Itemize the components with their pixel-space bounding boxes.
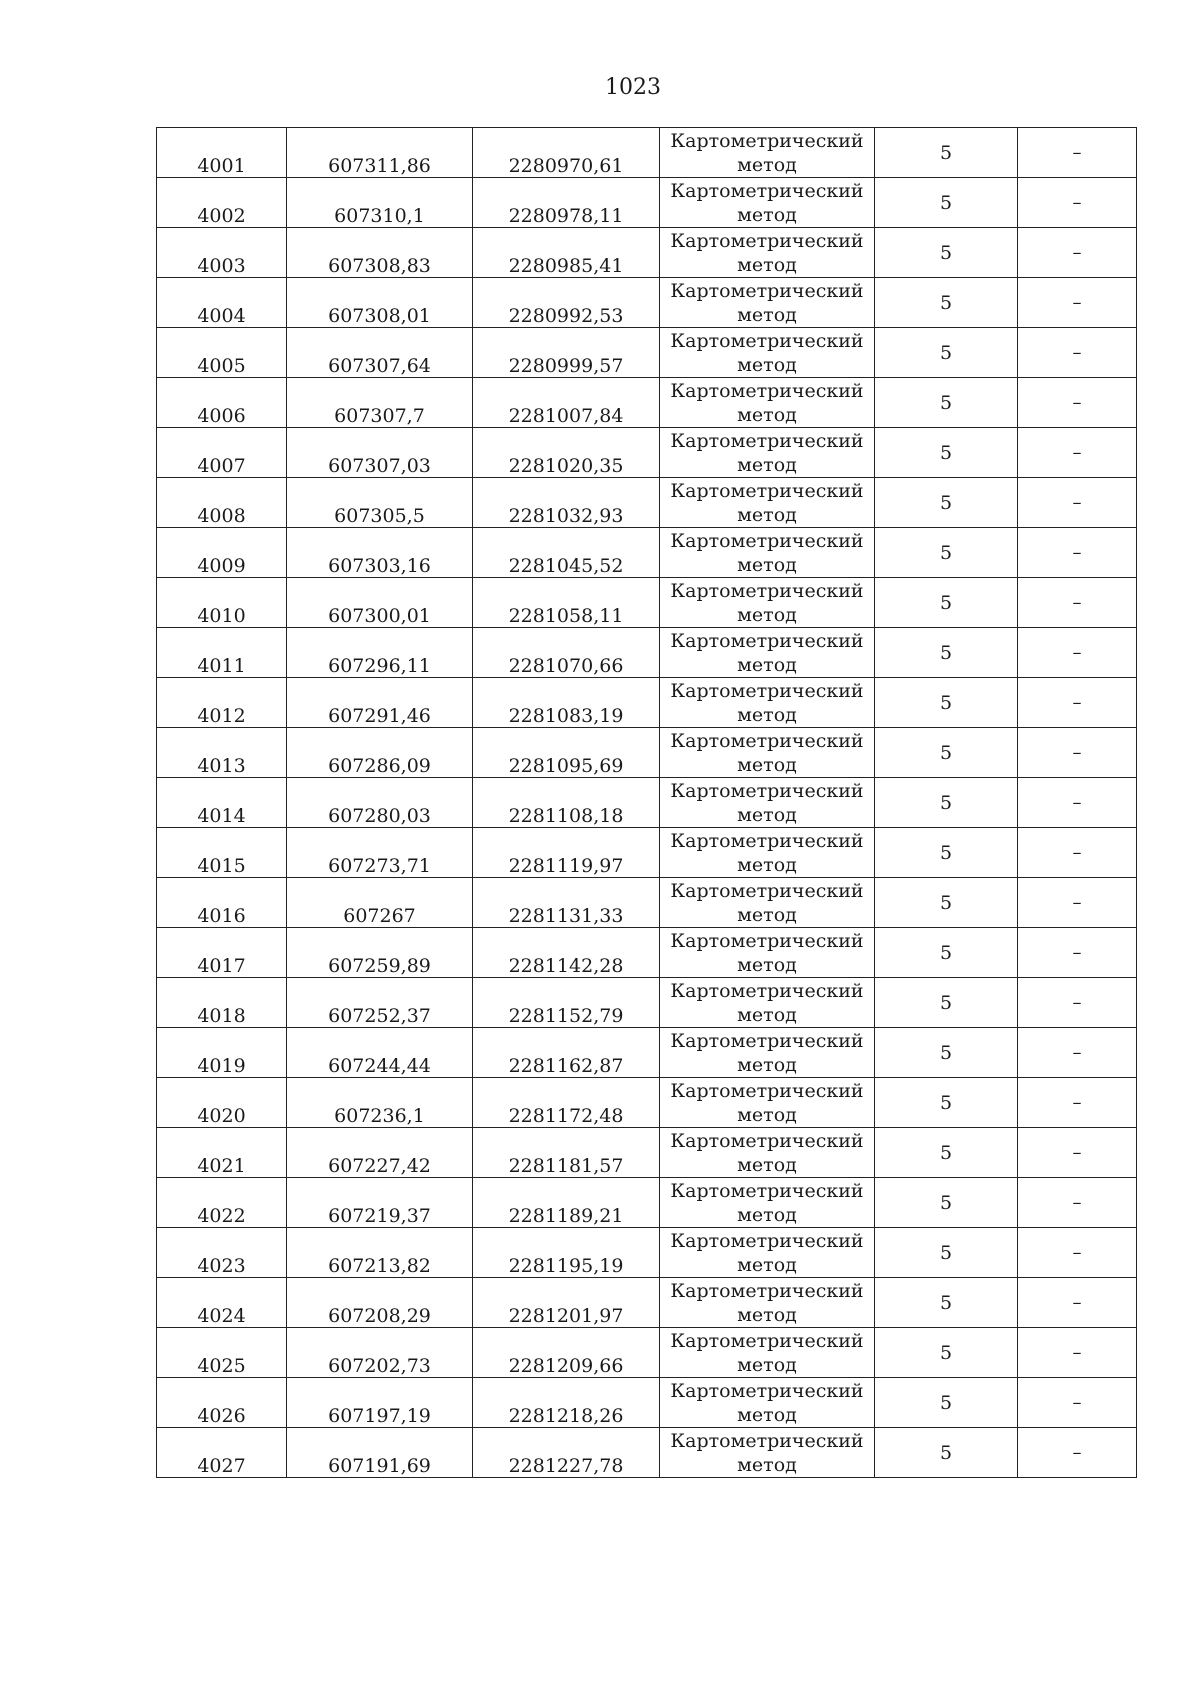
coordinates-table-body [157,128,1137,1478]
method-line-1: Картометрический [670,929,864,952]
method-line-1: Картометрический [670,679,864,702]
point-number-cell: 4012 [157,678,287,728]
page-number: 1023 [605,75,661,100]
y-coordinate-cell: 2281142,28 [473,928,660,978]
point-number-cell: 4022 [157,1178,287,1228]
method-cell [660,128,875,178]
table-row [157,178,1137,228]
x-coordinate-cell: 607202,73 [287,1328,473,1378]
method-cell [660,1328,875,1378]
table-row [157,878,1137,928]
method-cell [660,578,875,628]
note-cell: – [1018,528,1137,578]
method-cell [660,1178,875,1228]
accuracy-cell: 5 [875,728,1018,778]
method-cell [660,778,875,828]
method-line-2: метод [737,353,797,376]
accuracy-cell: 5 [875,228,1018,278]
method-line-1: Картометрический [670,1379,864,1402]
accuracy-cell: 5 [875,628,1018,678]
accuracy-cell: 5 [875,1278,1018,1328]
x-coordinate-cell: 607307,7 [287,378,473,428]
table-row [157,1278,1137,1328]
y-coordinate-cell: 2281020,35 [473,428,660,478]
method-line-1: Картометрический [670,1229,864,1252]
method-cell [660,378,875,428]
x-coordinate-cell: 607227,42 [287,1128,473,1178]
point-number-cell: 4001 [157,128,287,178]
method-cell [660,478,875,528]
table-row [157,478,1137,528]
table-row [157,678,1137,728]
x-coordinate-cell: 607310,1 [287,178,473,228]
table-row [157,1178,1137,1228]
method-cell [660,428,875,478]
accuracy-cell: 5 [875,428,1018,478]
method-line-2: метод [737,553,797,576]
method-line-1: Картометрический [670,879,864,902]
table-row [157,378,1137,428]
note-cell: – [1018,1028,1137,1078]
x-coordinate-cell: 607236,1 [287,1078,473,1128]
method-cell [660,528,875,578]
table-row [157,628,1137,678]
method-line-2: метод [737,153,797,176]
method-line-1: Картометрический [670,1329,864,1352]
method-line-2: метод [737,1253,797,1276]
x-coordinate-cell: 607267 [287,878,473,928]
y-coordinate-cell: 2281201,97 [473,1278,660,1328]
accuracy-cell: 5 [875,1128,1018,1178]
accuracy-cell: 5 [875,1428,1018,1478]
x-coordinate-cell: 607286,09 [287,728,473,778]
method-line-1: Картометрический [670,429,864,452]
method-line-1: Картометрический [670,329,864,352]
note-cell: – [1018,778,1137,828]
x-coordinate-cell: 607308,83 [287,228,473,278]
method-cell [660,1128,875,1178]
coordinates-table [156,127,1137,1478]
point-number-cell: 4021 [157,1128,287,1178]
method-line-1: Картометрический [670,979,864,1002]
accuracy-cell: 5 [875,828,1018,878]
note-cell: – [1018,178,1137,228]
x-coordinate-cell: 607208,29 [287,1278,473,1328]
table-row [157,428,1137,478]
note-cell: – [1018,628,1137,678]
note-cell: – [1018,328,1137,378]
method-line-1: Картометрический [670,1079,864,1102]
method-line-1: Картометрический [670,1279,864,1302]
y-coordinate-cell: 2281058,11 [473,578,660,628]
method-cell [660,728,875,778]
method-line-1: Картометрический [670,1179,864,1202]
table-row [157,1028,1137,1078]
method-line-1: Картометрический [670,129,864,152]
y-coordinate-cell: 2281189,21 [473,1178,660,1228]
method-line-1: Картометрический [670,479,864,502]
method-line-2: метод [737,1203,797,1226]
method-cell [660,278,875,328]
accuracy-cell: 5 [875,528,1018,578]
method-line-2: метод [737,1353,797,1376]
x-coordinate-cell: 607311,86 [287,128,473,178]
method-cell [660,628,875,678]
note-cell: – [1018,1178,1137,1228]
method-line-2: метод [737,503,797,526]
accuracy-cell: 5 [875,1228,1018,1278]
accuracy-cell: 5 [875,878,1018,928]
y-coordinate-cell: 2280999,57 [473,328,660,378]
method-line-1: Картометрический [670,279,864,302]
table-row [157,828,1137,878]
method-line-2: метод [737,953,797,976]
method-line-1: Картометрический [670,779,864,802]
method-line-1: Картометрический [670,379,864,402]
note-cell: – [1018,478,1137,528]
method-cell [660,978,875,1028]
method-line-1: Картометрический [670,629,864,652]
method-line-2: метод [737,753,797,776]
point-number-cell: 4008 [157,478,287,528]
method-line-2: метод [737,303,797,326]
method-line-2: метод [737,803,797,826]
accuracy-cell: 5 [875,128,1018,178]
method-cell [660,1228,875,1278]
point-number-cell: 4025 [157,1328,287,1378]
y-coordinate-cell: 2281095,69 [473,728,660,778]
method-line-2: метод [737,703,797,726]
table-row [157,1378,1137,1428]
y-coordinate-cell: 2281195,19 [473,1228,660,1278]
y-coordinate-cell: 2281181,57 [473,1128,660,1178]
table-row [157,1328,1137,1378]
point-number-cell: 4023 [157,1228,287,1278]
method-line-1: Картометрический [670,1429,864,1452]
method-cell [660,178,875,228]
x-coordinate-cell: 607303,16 [287,528,473,578]
accuracy-cell: 5 [875,328,1018,378]
point-number-cell: 4017 [157,928,287,978]
accuracy-cell: 5 [875,1028,1018,1078]
method-line-2: метод [737,1403,797,1426]
method-line-2: метод [737,853,797,876]
x-coordinate-cell: 607244,44 [287,1028,473,1078]
accuracy-cell: 5 [875,1378,1018,1428]
point-number-cell: 4014 [157,778,287,828]
table-row [157,578,1137,628]
method-cell [660,1028,875,1078]
x-coordinate-cell: 607305,5 [287,478,473,528]
y-coordinate-cell: 2280985,41 [473,228,660,278]
y-coordinate-cell: 2281083,19 [473,678,660,728]
x-coordinate-cell: 607213,82 [287,1228,473,1278]
accuracy-cell: 5 [875,1078,1018,1128]
method-line-2: метод [737,203,797,226]
method-line-1: Картометрический [670,1129,864,1152]
accuracy-cell: 5 [875,928,1018,978]
method-cell [660,878,875,928]
x-coordinate-cell: 607307,64 [287,328,473,378]
table-row [157,728,1137,778]
x-coordinate-cell: 607252,37 [287,978,473,1028]
method-cell [660,228,875,278]
method-line-2: метод [737,453,797,476]
point-number-cell: 4005 [157,328,287,378]
method-line-1: Картометрический [670,529,864,552]
note-cell: – [1018,1228,1137,1278]
note-cell: – [1018,228,1137,278]
y-coordinate-cell: 2281172,48 [473,1078,660,1128]
point-number-cell: 4002 [157,178,287,228]
note-cell: – [1018,678,1137,728]
method-line-2: метод [737,1453,797,1476]
method-line-2: метод [737,653,797,676]
point-number-cell: 4015 [157,828,287,878]
accuracy-cell: 5 [875,1178,1018,1228]
y-coordinate-cell: 2281119,97 [473,828,660,878]
y-coordinate-cell: 2281131,33 [473,878,660,928]
point-number-cell: 4018 [157,978,287,1028]
x-coordinate-cell: 607191,69 [287,1428,473,1478]
accuracy-cell: 5 [875,378,1018,428]
table-row [157,1128,1137,1178]
accuracy-cell: 5 [875,578,1018,628]
note-cell: – [1018,878,1137,928]
point-number-cell: 4003 [157,228,287,278]
table-row [157,1228,1137,1278]
note-cell: – [1018,428,1137,478]
point-number-cell: 4010 [157,578,287,628]
x-coordinate-cell: 607280,03 [287,778,473,828]
method-line-2: метод [737,603,797,626]
y-coordinate-cell: 2281209,66 [473,1328,660,1378]
point-number-cell: 4011 [157,628,287,678]
table-row [157,328,1137,378]
table-row [157,528,1137,578]
x-coordinate-cell: 607259,89 [287,928,473,978]
method-cell [660,1278,875,1328]
method-cell [660,828,875,878]
accuracy-cell: 5 [875,778,1018,828]
point-number-cell: 4006 [157,378,287,428]
method-line-1: Картометрический [670,729,864,752]
table-row [157,1428,1137,1478]
method-line-1: Картометрический [670,229,864,252]
y-coordinate-cell: 2281108,18 [473,778,660,828]
note-cell: – [1018,928,1137,978]
point-number-cell: 4019 [157,1028,287,1078]
note-cell: – [1018,1328,1137,1378]
method-line-1: Картометрический [670,829,864,852]
note-cell: – [1018,578,1137,628]
point-number-cell: 4024 [157,1278,287,1328]
y-coordinate-cell: 2281152,79 [473,978,660,1028]
x-coordinate-cell: 607197,19 [287,1378,473,1428]
point-number-cell: 4009 [157,528,287,578]
x-coordinate-cell: 607273,71 [287,828,473,878]
method-cell [660,1078,875,1128]
method-line-2: метод [737,253,797,276]
point-number-cell: 4027 [157,1428,287,1478]
y-coordinate-cell: 2281070,66 [473,628,660,678]
method-line-1: Картометрический [670,179,864,202]
table-row [157,278,1137,328]
note-cell: – [1018,1078,1137,1128]
point-number-cell: 4020 [157,1078,287,1128]
y-coordinate-cell: 2280992,53 [473,278,660,328]
point-number-cell: 4026 [157,1378,287,1428]
note-cell: – [1018,728,1137,778]
x-coordinate-cell: 607300,01 [287,578,473,628]
method-line-2: метод [737,1053,797,1076]
table-row [157,928,1137,978]
table-row [157,128,1137,178]
point-number-cell: 4004 [157,278,287,328]
y-coordinate-cell: 2281032,93 [473,478,660,528]
x-coordinate-cell: 607308,01 [287,278,473,328]
method-line-2: метод [737,1003,797,1026]
method-cell [660,928,875,978]
method-line-2: метод [737,403,797,426]
accuracy-cell: 5 [875,178,1018,228]
x-coordinate-cell: 607307,03 [287,428,473,478]
x-coordinate-cell: 607296,11 [287,628,473,678]
table-row [157,228,1137,278]
note-cell: – [1018,1128,1137,1178]
method-cell [660,678,875,728]
y-coordinate-cell: 2280970,61 [473,128,660,178]
point-number-cell: 4007 [157,428,287,478]
y-coordinate-cell: 2280978,11 [473,178,660,228]
table-row [157,978,1137,1028]
method-line-2: метод [737,1153,797,1176]
accuracy-cell: 5 [875,978,1018,1028]
note-cell: – [1018,1278,1137,1328]
x-coordinate-cell: 607291,46 [287,678,473,728]
note-cell: – [1018,1428,1137,1478]
method-line-1: Картометрический [670,579,864,602]
accuracy-cell: 5 [875,478,1018,528]
method-line-2: метод [737,1303,797,1326]
note-cell: – [1018,378,1137,428]
method-line-1: Картометрический [670,1029,864,1052]
y-coordinate-cell: 2281227,78 [473,1428,660,1478]
y-coordinate-cell: 2281007,84 [473,378,660,428]
y-coordinate-cell: 2281045,52 [473,528,660,578]
table-row [157,778,1137,828]
table-row [157,1078,1137,1128]
note-cell: – [1018,1378,1137,1428]
accuracy-cell: 5 [875,678,1018,728]
note-cell: – [1018,128,1137,178]
method-cell [660,1428,875,1478]
point-number-cell: 4013 [157,728,287,778]
method-cell [660,328,875,378]
method-line-2: метод [737,903,797,926]
accuracy-cell: 5 [875,1328,1018,1378]
note-cell: – [1018,278,1137,328]
y-coordinate-cell: 2281162,87 [473,1028,660,1078]
method-line-2: метод [737,1103,797,1126]
x-coordinate-cell: 607219,37 [287,1178,473,1228]
method-cell [660,1378,875,1428]
accuracy-cell: 5 [875,278,1018,328]
y-coordinate-cell: 2281218,26 [473,1378,660,1428]
note-cell: – [1018,828,1137,878]
note-cell: – [1018,978,1137,1028]
point-number-cell: 4016 [157,878,287,928]
